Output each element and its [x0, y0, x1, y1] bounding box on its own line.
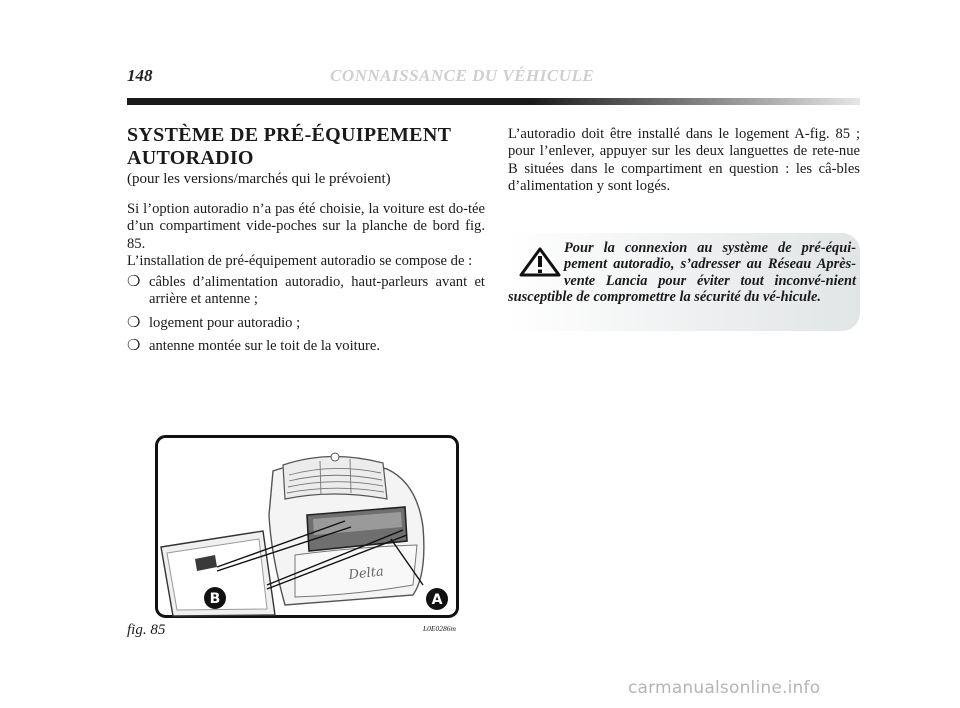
- section-subtitle: (pour les versions/marchés qui le prévoient): [127, 171, 391, 187]
- section-title: SYSTÈME DE PRÉ-ÉQUIPEMENT AUTORADIO: [127, 124, 451, 169]
- label-b: B: [209, 591, 221, 607]
- watermark: carmanualsonline.info: [628, 678, 821, 698]
- page-number: 148: [127, 66, 153, 85]
- delta-script-logo: Delta: [347, 564, 385, 583]
- kit-intro-paragraph: L’installation de pré-équipement autoradio se compose de :: [127, 253, 473, 269]
- list-item-text: antenne montée sur le toit de la voiture.: [149, 338, 380, 355]
- list-item-text: câbles d’alimentation autoradio, haut-parleurs avant et arrière et antenne ;: [149, 274, 485, 308]
- running-head: CONNAISSANCE DU VÉHICULE: [330, 66, 595, 85]
- figure-code: L0E0286m: [423, 624, 456, 633]
- warning-message: Pour la connexion au système de pré-équi-pement autoradio, s’adresser au Réseau Après-vente Lancia pour éviter tout inconvé-nient susceptible de compromettre la sécurité du vé-hicule.: [508, 240, 856, 306]
- installation-paragraph: L’autoradio doit être installé dans le logement A-fig. 85 ; pour l’enlever, appuyer sur les deux languettes de rete-nue B situées dans le compartiment en question : les câ-bles d’alimentation y sont logés.: [508, 126, 860, 195]
- intro-paragraph: Si l’option autoradio n’a pas été choisie, la voiture est do-tée d’un compartiment vide-poches sur la planche de bord fig. 85.: [127, 201, 485, 252]
- list-item: [127, 274, 485, 309]
- kit-component-list: [127, 274, 485, 362]
- label-a: A: [431, 592, 443, 608]
- list-item-text: logement pour autoradio ;: [149, 314, 301, 331]
- list-item: [127, 315, 485, 332]
- icon-spacer: [508, 240, 564, 288]
- header-rule: [127, 98, 860, 105]
- warning-text: [508, 240, 856, 306]
- bullet-marker: ❍: [127, 314, 141, 331]
- figure-85-illustration: [155, 435, 459, 618]
- figure-caption: fig. 85: [127, 622, 166, 638]
- list-item: [127, 338, 485, 355]
- bullet-marker: ❍: [127, 274, 141, 290]
- bullet-marker: ❍: [127, 338, 141, 355]
